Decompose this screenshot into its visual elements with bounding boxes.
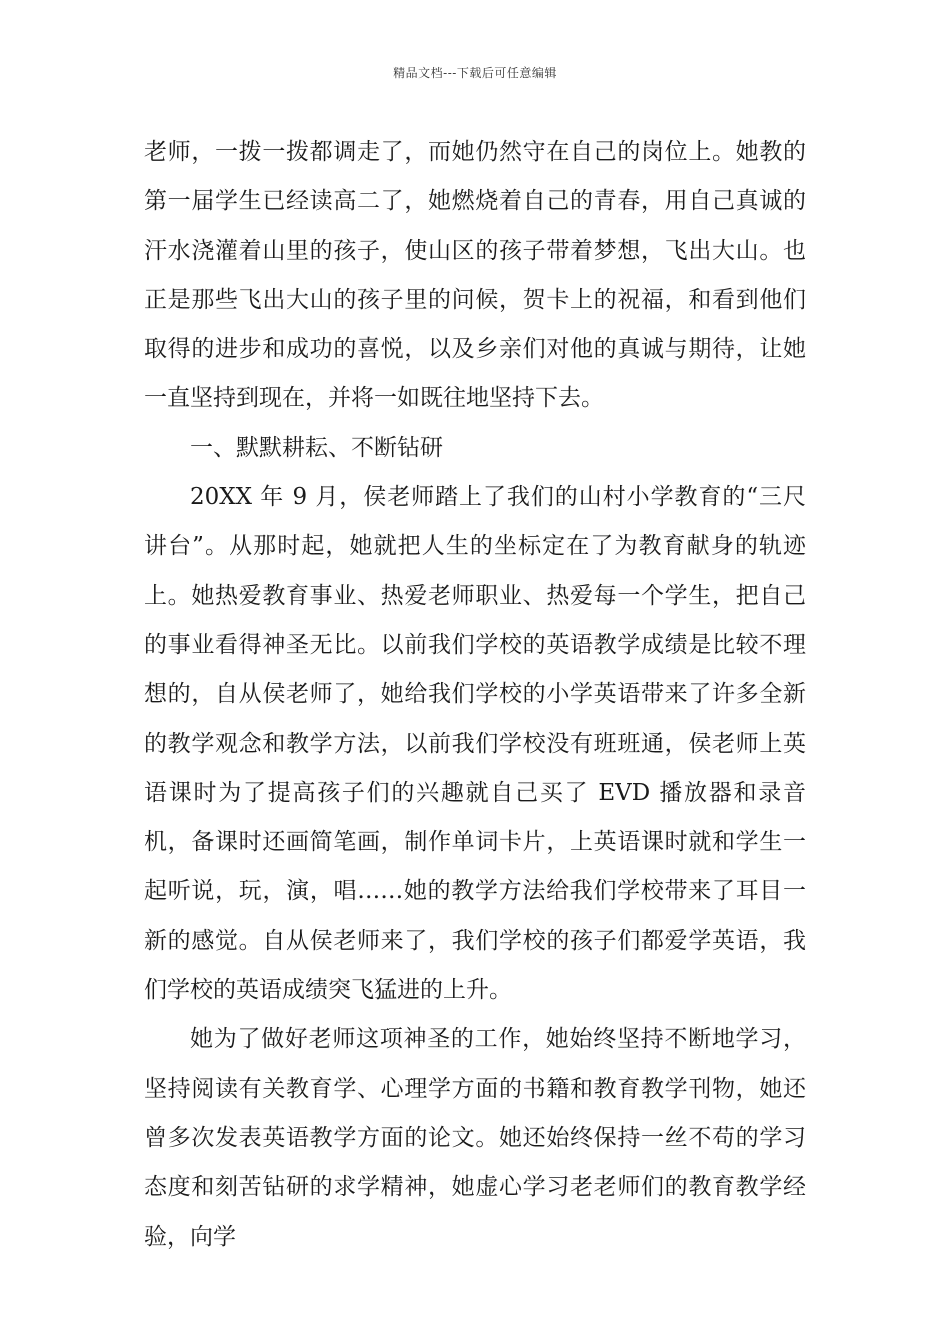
section-heading: 一、默默耕耘、不断钻研 [190,434,443,461]
paragraph: 20XX 年 9 月，侯老师踏上了我们的山村小学教育的“三尺讲台”。从那时起，她就把人生的坐标定在了为教育献身的轨迹上。她热爱教育事业、热爱老师职业、热爱每一个学生，把自己的事业看得神圣无比。以前我们学校的英语教学成绩是比较不理想的，自从侯老师了，她给我们学校的小学英语带来了许多全新的教学观念和教学方法，以前我们学校没有班班通，侯老师上英语课时为了提高孩子们的兴趣就自己买了 EVD 播放器和录音机，备课时还画简笔画，制作单词卡片，上英语课时就和学生一起听说，玩，演，唱……她的教学方法给我们学校带来了耳目一新的感觉。自从侯老师来了，我们学校的孩子们都爱学英语，我们学校的英语成绩突飞猛进的上升。 [144,484,806,1004]
document-body [144,128,806,1262]
paragraph-continuation: 老师，一拨一拨都调走了，而她仍然守在自己的岗位上。她教的第一届学生已经读高二了，她燃烧着自己的青春，用自己真诚的汗水浇灌着山里的孩子，使山区的孩子带着梦想，飞出大山。也正是那些飞出大山的孩子里的问候，贺卡上的祝福，和看到他们取得的进步和成功的喜悦，以及乡亲们对他的真诚与期待，让她一直坚持到现在，并将一如既往地坚持下去。 [144,139,806,412]
page-header: 精品文档---下载后可任意编辑 [393,66,557,80]
paragraph: 她为了做好老师这项神圣的工作，她始终坚持不断地学习，坚持阅读有关教育学、心理学方面的书籍和教育教学刊物，她还曾多次发表英语教学方面的论文。她还始终保持一丝不苟的学习态度和刻苦钻研的求学精神，她虚心学习老老师们的教育教学经验，向学 [144,1026,806,1250]
